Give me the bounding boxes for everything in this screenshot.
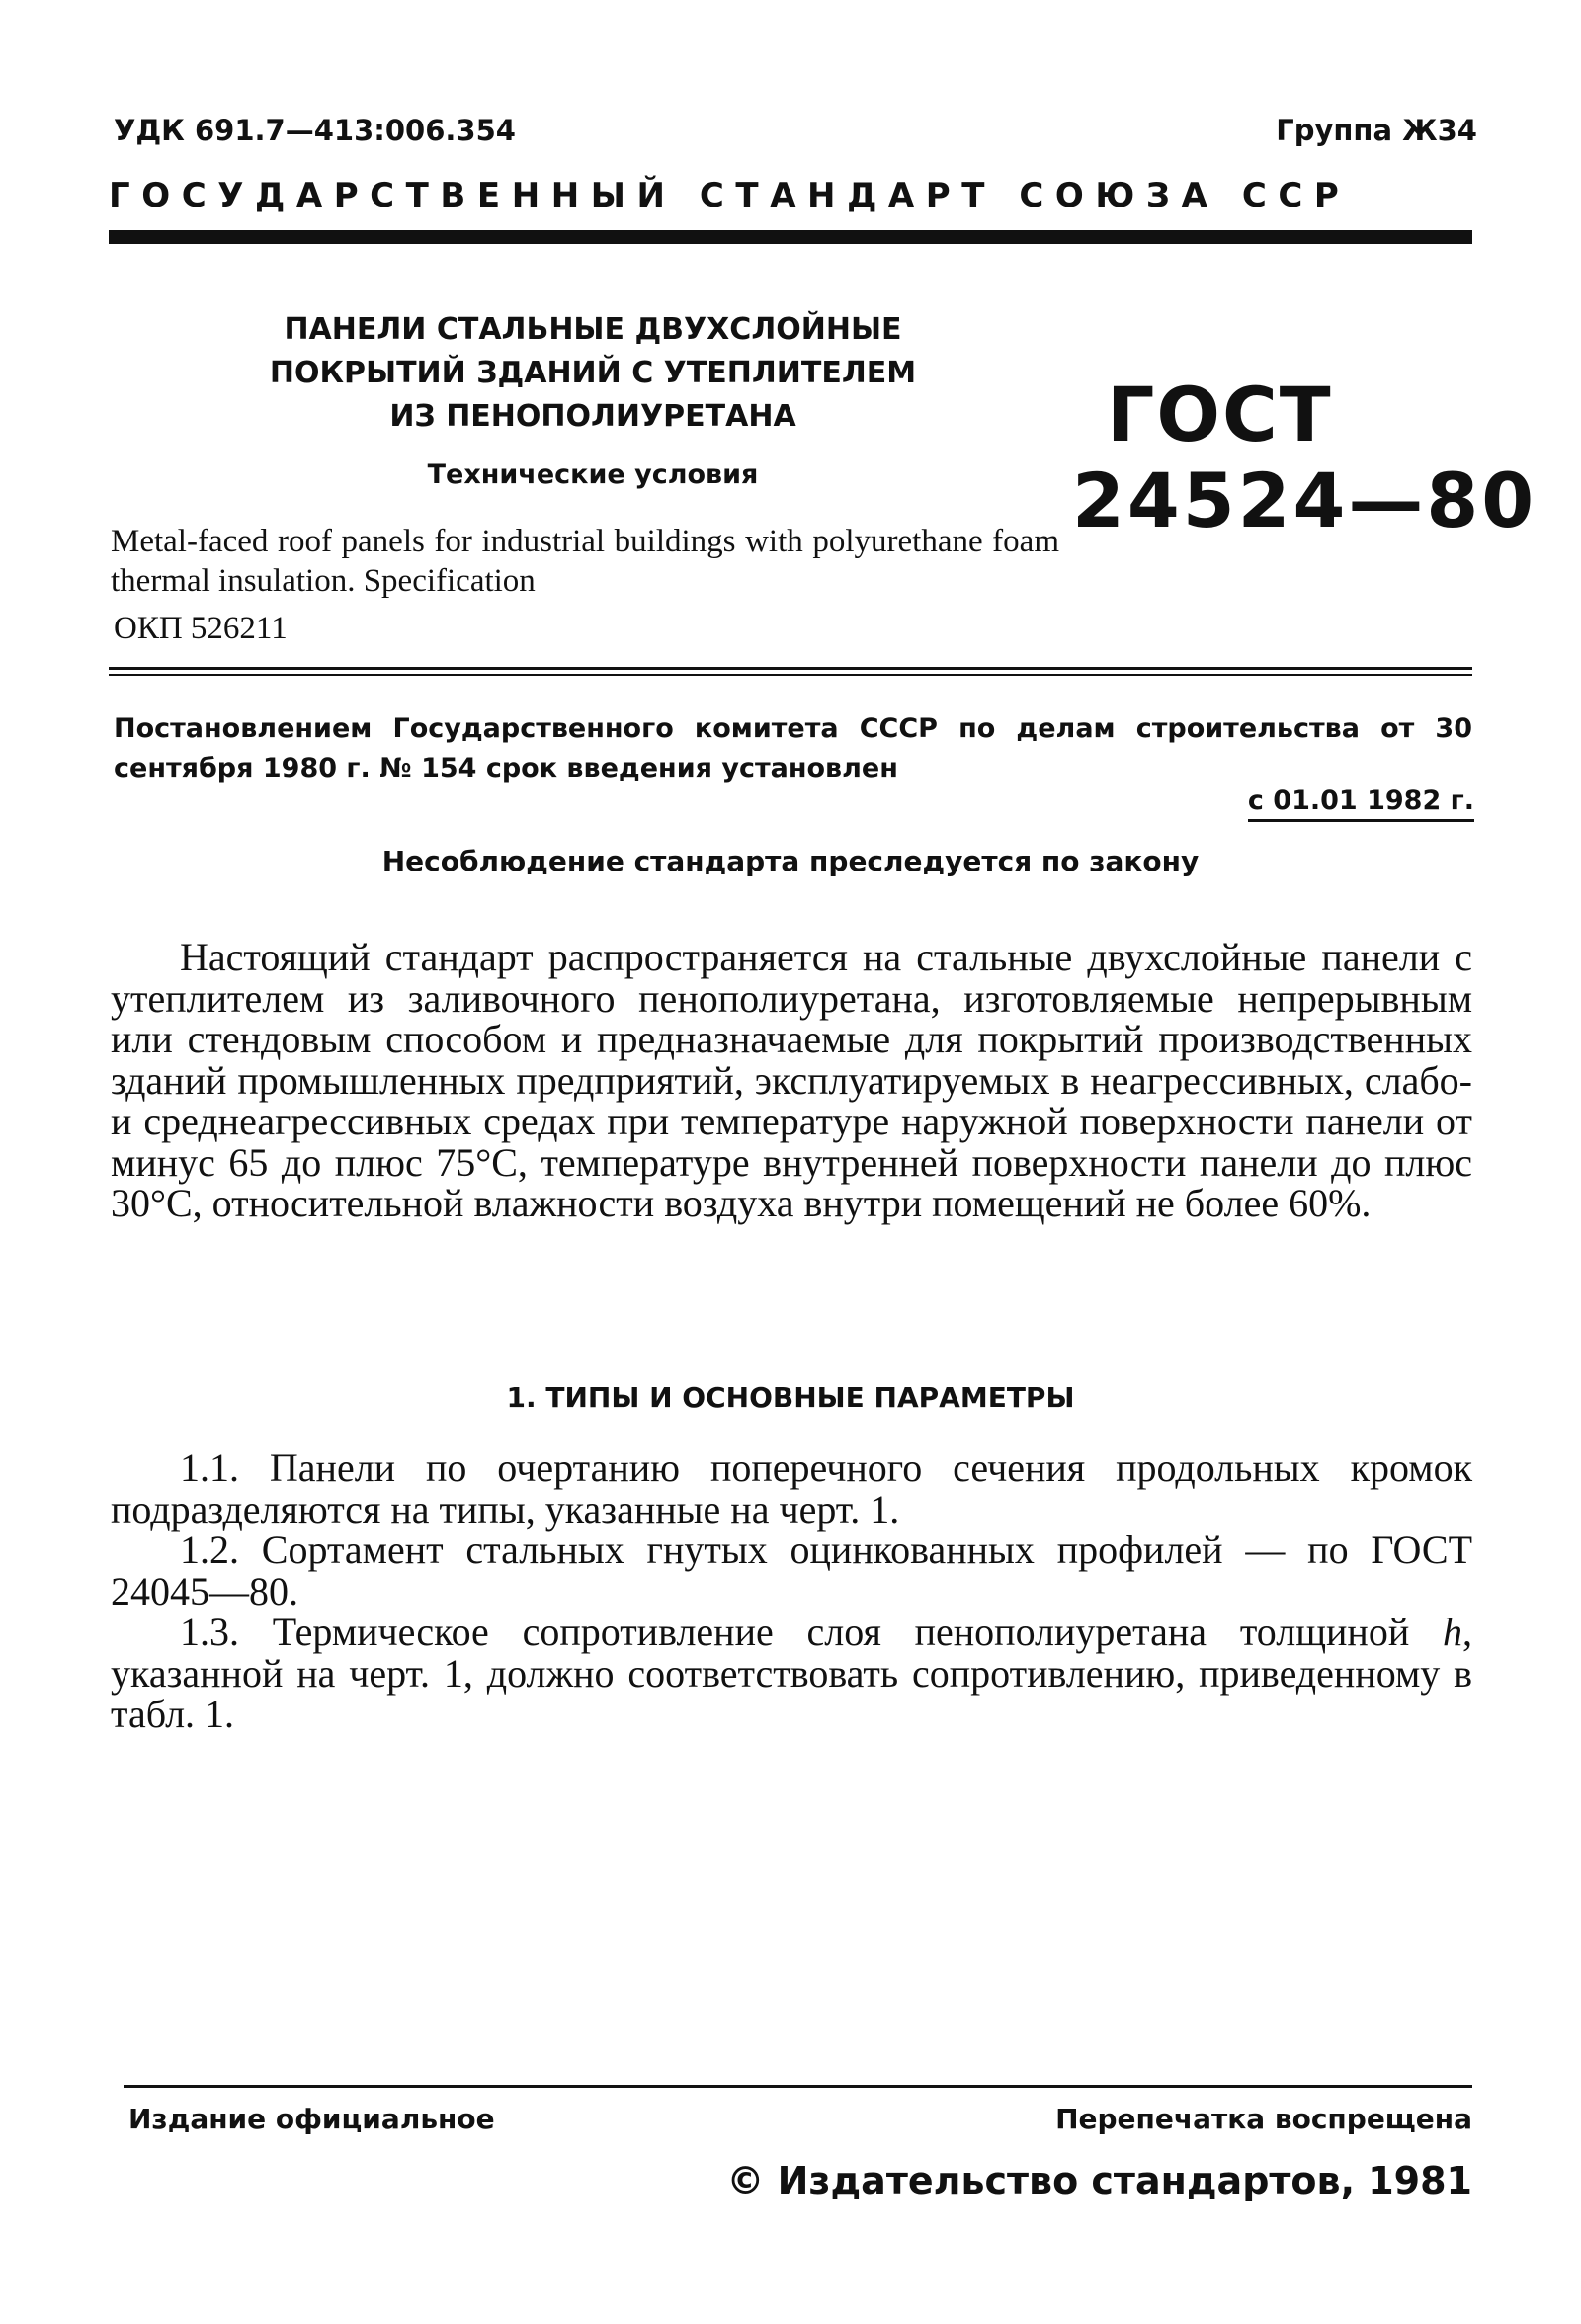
publisher-copyright: © Издательство стандартов, 1981 <box>726 2159 1472 2202</box>
section-1-title: 1. ТИПЫ И ОСНОВНЫЕ ПАРАМЕТРЫ <box>506 1381 1075 1414</box>
footer-rule <box>124 2085 1472 2088</box>
clause-1-3-start: 1.3. Термическое сопротивление слоя пенополиуретана толщиной <box>180 1610 1443 1654</box>
title-line-1: ПАНЕЛИ СТАЛЬНЫЕ ДВУХСЛОЙНЫЕ <box>284 312 902 347</box>
header-rule <box>109 230 1472 244</box>
title-rule <box>109 667 1472 676</box>
scope-text: Настоящий стандарт распространяется на стальные двухслойные панели с утеплителем из заливочного пенополиуретана, изготовляемые непрерывным или стендовым способом и предназначаемые для покрытий производственных зданий промышленных предприятий, эксплуатируемых в неагрессивных, слабо- и среднеагрессивных средах при температуре наружной поверхности панели от минус 65 до плюс 75°С, температуре внутренней поверхности панели до плюс 30°С, относительной влажности воздуха внутри помещений не более 60%. <box>111 935 1472 1225</box>
clause-1-3-end: , указанной на черт. 1, должно соответствовать сопротивлению, приведенному в табл. 1. <box>111 1610 1472 1736</box>
gost-label: ГОСТ <box>1107 371 1333 458</box>
document-title <box>247 308 939 439</box>
clause-1-1: 1.1. Панели по очертанию поперечного сечения продольных кромок подразделяются на типы, указанные на черт. 1. <box>111 1446 1472 1532</box>
thickness-variable: h <box>1443 1610 1462 1654</box>
group-code: Группа Ж34 <box>1276 114 1477 147</box>
title-line-2: ПОКРЫТИЙ ЗДАНИЙ С УТЕПЛИТЕЛЕМ <box>269 356 917 390</box>
title-line-3: ИЗ ПЕНОПОЛИУРЕТАНА <box>389 399 796 434</box>
clause-1-3 <box>111 1612 1472 1735</box>
okp-code: ОКП 526211 <box>114 611 288 646</box>
decree-text: Постановлением Государственного комитета СССР по делам строительства от 30 сентября 1980 г. № 154 срок введения установлен <box>114 713 1472 784</box>
reprint-prohibited-label: Перепечатка воспрещена <box>1055 2103 1472 2135</box>
document-subtitle: Технические условия <box>427 459 759 490</box>
official-edition-label: Издание официальное <box>128 2103 495 2135</box>
english-title: Metal-faced roof panels for industrial buildings with polyurethane foam thermal insulation. Specification <box>111 524 1059 599</box>
gost-number: 24524—80 <box>1072 456 1538 544</box>
udk-code: УДК 691.7—413:006.354 <box>114 114 516 147</box>
noncompliance-notice: Несоблюдение стандарта преследуется по закону <box>381 845 1200 877</box>
section-1-body <box>111 1448 1472 1735</box>
state-standard-heading: ГОСУДАРСТВЕННЫЙ СТАНДАРТ СОЮЗА ССР <box>109 176 1351 215</box>
introduction-date: с 01.01 1982 г. <box>1248 786 1474 822</box>
clause-1-2: 1.2. Сортамент стальных гнутых оцинкованных профилей — по ГОСТ 24045—80. <box>111 1528 1472 1614</box>
scope-paragraph <box>111 937 1472 1224</box>
